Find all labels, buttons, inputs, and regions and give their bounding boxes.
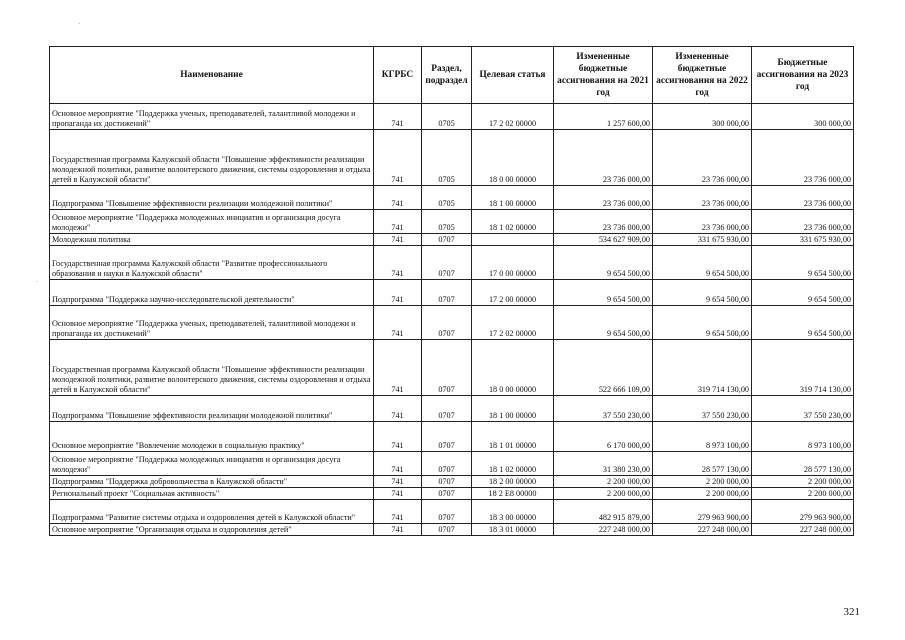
row-section: 0707 bbox=[422, 476, 472, 488]
row-kgrbs: 741 bbox=[374, 476, 422, 488]
header-section: Раздел, подраздел bbox=[422, 47, 472, 104]
row-amount-2021: 2 200 000,00 bbox=[554, 488, 653, 500]
row-amount-2022: 2 200 000,00 bbox=[653, 476, 752, 488]
row-amount-2023: 9 654 500,00 bbox=[752, 246, 854, 280]
row-target: 17 2 02 00000 bbox=[472, 306, 554, 340]
row-amount-2023: 8 973 100,00 bbox=[752, 422, 854, 452]
header-2023: Бюджетные ассигнования на 2023 год bbox=[752, 47, 854, 104]
table-row bbox=[50, 234, 854, 246]
row-kgrbs: 741 bbox=[374, 210, 422, 234]
row-name: Подпрограмма "Поддержка научно-исследовательской деятельности" bbox=[50, 280, 374, 306]
row-amount-2023: 279 963 900,00 bbox=[752, 500, 854, 524]
row-amount-2022: 23 736 000,00 bbox=[653, 210, 752, 234]
row-name: Основное мероприятие "Поддержка молодежных инициатив и организация досуга молодежи" bbox=[50, 210, 374, 234]
table-row bbox=[50, 500, 854, 524]
row-target: 18 1 02 00000 bbox=[472, 452, 554, 476]
row-section: 0707 bbox=[422, 396, 472, 422]
row-amount-2023: 331 675 930,00 bbox=[752, 234, 854, 246]
row-target: 18 3 00 00000 bbox=[472, 500, 554, 524]
page-number: 321 bbox=[843, 606, 860, 618]
row-target: 18 1 00 00000 bbox=[472, 186, 554, 210]
row-amount-2021: 9 654 500,00 bbox=[554, 246, 653, 280]
budget-table bbox=[49, 46, 854, 536]
row-amount-2022: 2 200 000,00 bbox=[653, 488, 752, 500]
row-amount-2023: 2 200 000,00 bbox=[752, 476, 854, 488]
row-name: Основное мероприятие "Поддержка ученых, преподавателей, талантливой молодежи и пропаганда их достижений" bbox=[50, 104, 374, 130]
row-kgrbs: 741 bbox=[374, 246, 422, 280]
scan-dot: · bbox=[36, 278, 39, 286]
row-amount-2023: 300 000,00 bbox=[752, 104, 854, 130]
row-amount-2021: 9 654 500,00 bbox=[554, 280, 653, 306]
row-amount-2023: 319 714 130,00 bbox=[752, 340, 854, 396]
table-row bbox=[50, 340, 854, 396]
row-name: Подпрограмма "Повышение эффективности реализации молодежной политики" bbox=[50, 186, 374, 210]
row-amount-2023: 2 200 000,00 bbox=[752, 488, 854, 500]
row-name: Государственная программа Калужской области "Повышение эффективности реализации молодежной политики, развитие волонтерского движения, системы оздоровления и отдыха детей в Калужской области" bbox=[50, 340, 374, 396]
row-name: Основное мероприятие "Поддержка молодежных инициатив и организация досуга молодежи" bbox=[50, 452, 374, 476]
row-amount-2023: 23 736 000,00 bbox=[752, 130, 854, 186]
row-amount-2022: 28 577 130,00 bbox=[653, 452, 752, 476]
row-amount-2023: 9 654 500,00 bbox=[752, 306, 854, 340]
row-name: Основное мероприятие "Организация отдыха и оздоровления детей" bbox=[50, 524, 374, 536]
row-target: 17 2 02 00000 bbox=[472, 104, 554, 130]
row-amount-2022: 319 714 130,00 bbox=[653, 340, 752, 396]
row-kgrbs: 741 bbox=[374, 306, 422, 340]
table-row bbox=[50, 130, 854, 186]
row-section: 0707 bbox=[422, 452, 472, 476]
row-target: 18 1 02 00000 bbox=[472, 210, 554, 234]
header-2021: Измененные бюджетные ассигнования на 2021 год bbox=[554, 47, 653, 104]
table-row bbox=[50, 452, 854, 476]
row-amount-2023: 37 550 230,00 bbox=[752, 396, 854, 422]
table-row bbox=[50, 210, 854, 234]
row-name: Государственная программа Калужской области "Развитие профессионального образования и науки в Калужской области" bbox=[50, 246, 374, 280]
row-section: 0707 bbox=[422, 340, 472, 396]
row-target: 17 0 00 00000 bbox=[472, 246, 554, 280]
header-name: Наименование bbox=[50, 47, 374, 104]
row-section: 0705 bbox=[422, 104, 472, 130]
table-row bbox=[50, 488, 854, 500]
row-target bbox=[472, 234, 554, 246]
row-amount-2021: 23 736 000,00 bbox=[554, 130, 653, 186]
row-kgrbs: 741 bbox=[374, 186, 422, 210]
row-amount-2022: 37 550 230,00 bbox=[653, 396, 752, 422]
row-amount-2021: 9 654 500,00 bbox=[554, 306, 653, 340]
table-row bbox=[50, 104, 854, 130]
row-target: 18 2 00 00000 bbox=[472, 476, 554, 488]
row-amount-2021: 2 200 000,00 bbox=[554, 476, 653, 488]
row-section: 0707 bbox=[422, 488, 472, 500]
row-name: Государственная программа Калужской области "Повышение эффективности реализации молодежной политики, развитие волонтерского движения, системы оздоровления и отдыха детей в Калужской области" bbox=[50, 130, 374, 186]
row-kgrbs: 741 bbox=[374, 452, 422, 476]
row-amount-2023: 9 654 500,00 bbox=[752, 280, 854, 306]
table-row bbox=[50, 186, 854, 210]
row-name: Основное мероприятие "Поддержка ученых, преподавателей, талантливой молодежи и пропаганда их достижений" bbox=[50, 306, 374, 340]
row-target: 18 0 00 00000 bbox=[472, 130, 554, 186]
table-header-row bbox=[50, 47, 854, 104]
row-section: 0705 bbox=[422, 130, 472, 186]
row-amount-2021: 522 666 109,00 bbox=[554, 340, 653, 396]
row-section: 0707 bbox=[422, 422, 472, 452]
row-amount-2023: 23 736 000,00 bbox=[752, 210, 854, 234]
row-amount-2022: 23 736 000,00 bbox=[653, 130, 752, 186]
row-kgrbs: 741 bbox=[374, 104, 422, 130]
table-row bbox=[50, 422, 854, 452]
row-kgrbs: 741 bbox=[374, 340, 422, 396]
row-amount-2021: 534 627 909,00 bbox=[554, 234, 653, 246]
row-kgrbs: 741 bbox=[374, 500, 422, 524]
row-amount-2022: 9 654 500,00 bbox=[653, 280, 752, 306]
row-amount-2022: 279 963 900,00 bbox=[653, 500, 752, 524]
row-kgrbs: 741 bbox=[374, 280, 422, 306]
row-target: 17 2 00 00000 bbox=[472, 280, 554, 306]
row-name: Основное мероприятие "Вовлечение молодежи в социальную практику" bbox=[50, 422, 374, 452]
row-amount-2021: 23 736 000,00 bbox=[554, 186, 653, 210]
row-section: 0707 bbox=[422, 500, 472, 524]
row-kgrbs: 741 bbox=[374, 524, 422, 536]
row-target: 18 0 00 00000 bbox=[472, 340, 554, 396]
row-kgrbs: 741 bbox=[374, 488, 422, 500]
row-name: Молодежная политика bbox=[50, 234, 374, 246]
row-name: Региональный проект "Социальная активность" bbox=[50, 488, 374, 500]
table-body bbox=[50, 104, 854, 536]
row-amount-2022: 227 248 000,00 bbox=[653, 524, 752, 536]
row-kgrbs: 741 bbox=[374, 234, 422, 246]
row-amount-2021: 482 915 879,00 bbox=[554, 500, 653, 524]
row-kgrbs: 741 bbox=[374, 130, 422, 186]
row-target: 18 1 00 00000 bbox=[472, 396, 554, 422]
scan-dot: · bbox=[78, 20, 81, 28]
row-kgrbs: 741 bbox=[374, 396, 422, 422]
budget-sheet bbox=[49, 46, 854, 536]
row-amount-2022: 8 973 100,00 bbox=[653, 422, 752, 452]
header-kgrbs: КГРБС bbox=[374, 47, 422, 104]
table-row bbox=[50, 476, 854, 488]
row-amount-2022: 300 000,00 bbox=[653, 104, 752, 130]
row-target: 18 1 01 00000 bbox=[472, 422, 554, 452]
row-section: 0707 bbox=[422, 246, 472, 280]
row-section: 0705 bbox=[422, 210, 472, 234]
row-amount-2022: 9 654 500,00 bbox=[653, 306, 752, 340]
row-name: Подпрограмма "Поддержка добровольчества в Калужской области" bbox=[50, 476, 374, 488]
row-amount-2023: 227 248 000,00 bbox=[752, 524, 854, 536]
row-section: 0705 bbox=[422, 186, 472, 210]
header-2022: Измененные бюджетные ассигнования на 2022 год bbox=[653, 47, 752, 104]
row-name: Подпрограмма "Повышение эффективности реализации молодежной политики" bbox=[50, 396, 374, 422]
row-section: 0707 bbox=[422, 306, 472, 340]
table-row bbox=[50, 524, 854, 536]
row-amount-2022: 331 675 930,00 bbox=[653, 234, 752, 246]
row-section: 0707 bbox=[422, 280, 472, 306]
row-amount-2021: 37 550 230,00 bbox=[554, 396, 653, 422]
row-amount-2022: 9 654 500,00 bbox=[653, 246, 752, 280]
row-name: Подпрограмма "Развитие системы отдыха и оздоровления детей в Калужской области" bbox=[50, 500, 374, 524]
row-amount-2021: 6 170 000,00 bbox=[554, 422, 653, 452]
row-amount-2023: 23 736 000,00 bbox=[752, 186, 854, 210]
row-amount-2023: 28 577 130,00 bbox=[752, 452, 854, 476]
row-section: 0707 bbox=[422, 234, 472, 246]
table-row bbox=[50, 280, 854, 306]
row-amount-2021: 227 248 000,00 bbox=[554, 524, 653, 536]
header-target: Целевая статья bbox=[472, 47, 554, 104]
row-amount-2022: 23 736 000,00 bbox=[653, 186, 752, 210]
row-amount-2021: 1 257 600,00 bbox=[554, 104, 653, 130]
table-row bbox=[50, 306, 854, 340]
table-row bbox=[50, 246, 854, 280]
row-target: 18 2 E8 00000 bbox=[472, 488, 554, 500]
row-amount-2021: 23 736 000,00 bbox=[554, 210, 653, 234]
row-section: 0707 bbox=[422, 524, 472, 536]
row-kgrbs: 741 bbox=[374, 422, 422, 452]
row-amount-2021: 31 380 230,00 bbox=[554, 452, 653, 476]
table-row bbox=[50, 396, 854, 422]
row-target: 18 3 01 00000 bbox=[472, 524, 554, 536]
